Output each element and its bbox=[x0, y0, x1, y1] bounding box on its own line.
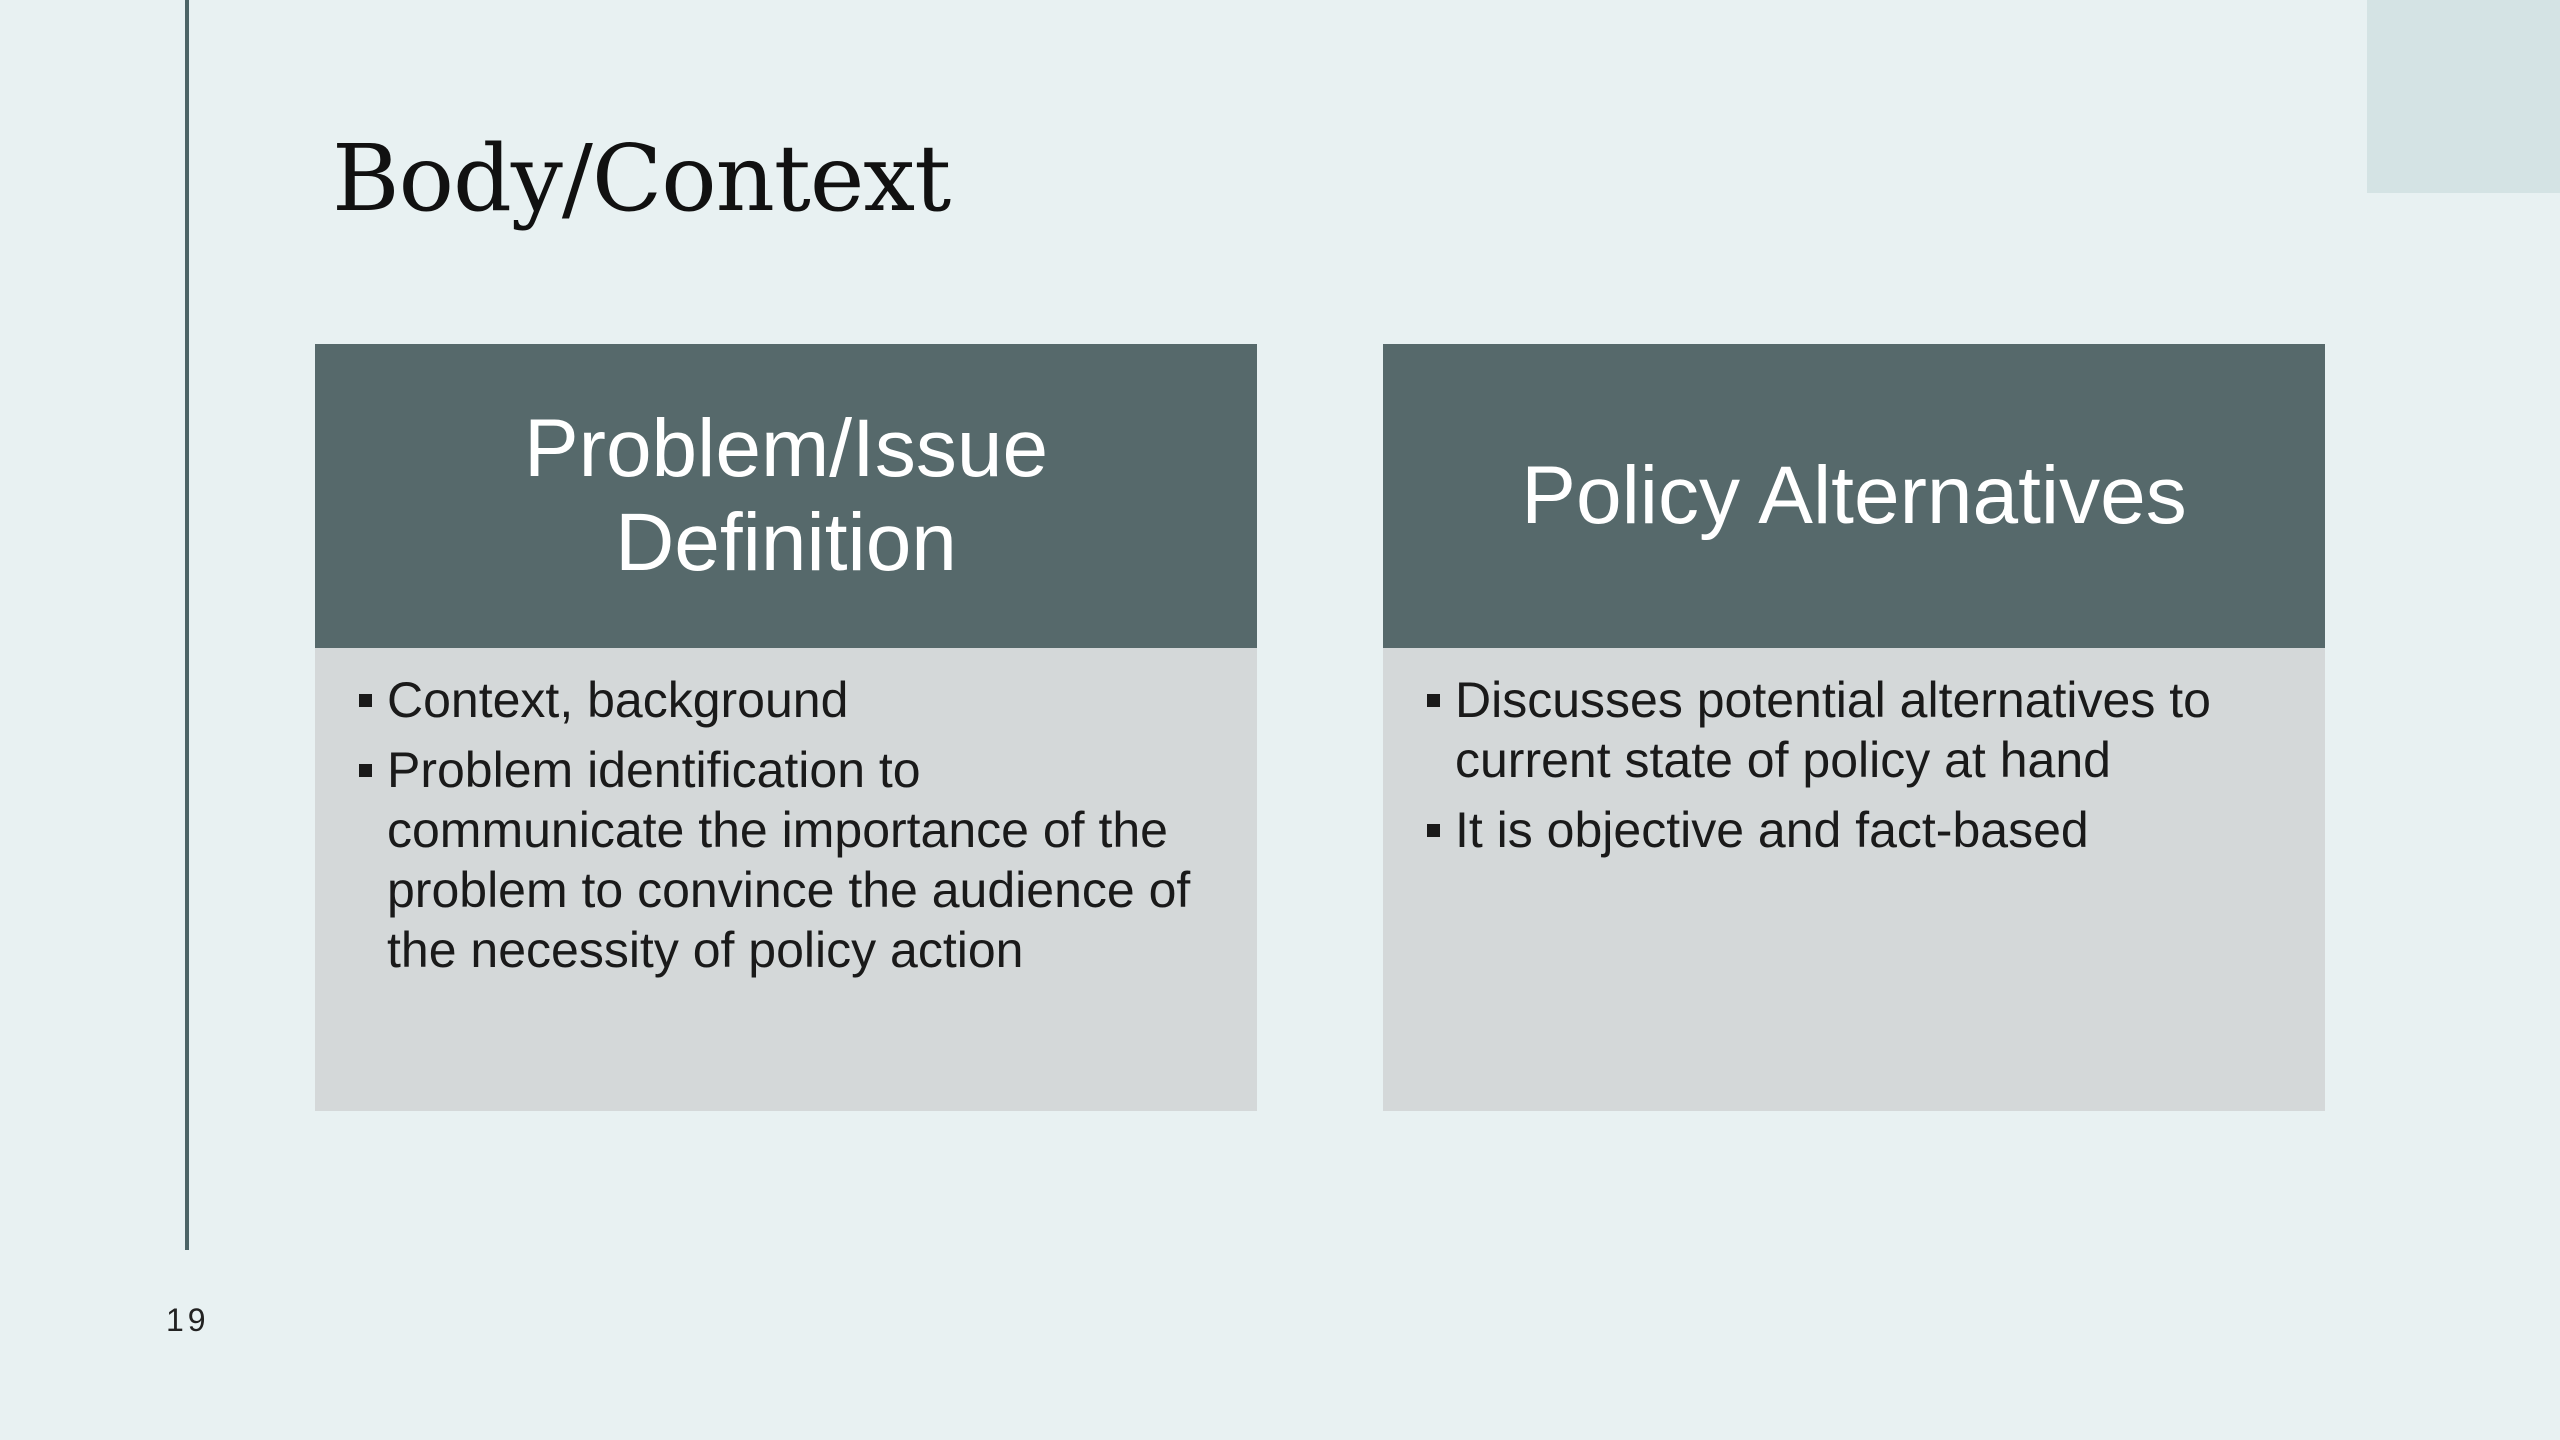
square-bullet-icon bbox=[1407, 800, 1455, 860]
square-bullet-icon bbox=[339, 670, 387, 730]
card-body bbox=[1383, 648, 2325, 1111]
square-bullet-icon bbox=[339, 740, 387, 800]
card-header: Policy Alternatives bbox=[1383, 344, 2325, 648]
card-problem-definition bbox=[315, 344, 1257, 1111]
card-policy-alternatives bbox=[1383, 344, 2325, 1111]
bullet-list bbox=[339, 670, 1227, 980]
bullet-item bbox=[1407, 800, 2295, 860]
bullet-list bbox=[1407, 670, 2295, 860]
bullet-text: Discusses potential alternatives to current state of policy at hand bbox=[1455, 672, 2211, 788]
corner-decoration bbox=[2367, 0, 2560, 193]
page-number: 19 bbox=[166, 1302, 210, 1338]
accent-rule bbox=[185, 0, 189, 1250]
bullet-text: It is objective and fact-based bbox=[1455, 802, 2089, 858]
bullet-text: Problem identification to communicate the importance of the problem to convince the audience of the necessity of policy action bbox=[387, 742, 1191, 978]
bullet-text: Context, background bbox=[387, 672, 849, 728]
card-body bbox=[315, 648, 1257, 1111]
card-header: Problem/Issue Definition bbox=[315, 344, 1257, 648]
square-bullet-icon bbox=[1407, 670, 1455, 730]
bullet-item bbox=[339, 670, 1227, 730]
bullet-item bbox=[1407, 670, 2295, 790]
bullet-item bbox=[339, 740, 1227, 980]
slide-title: Body/Context bbox=[332, 125, 951, 232]
